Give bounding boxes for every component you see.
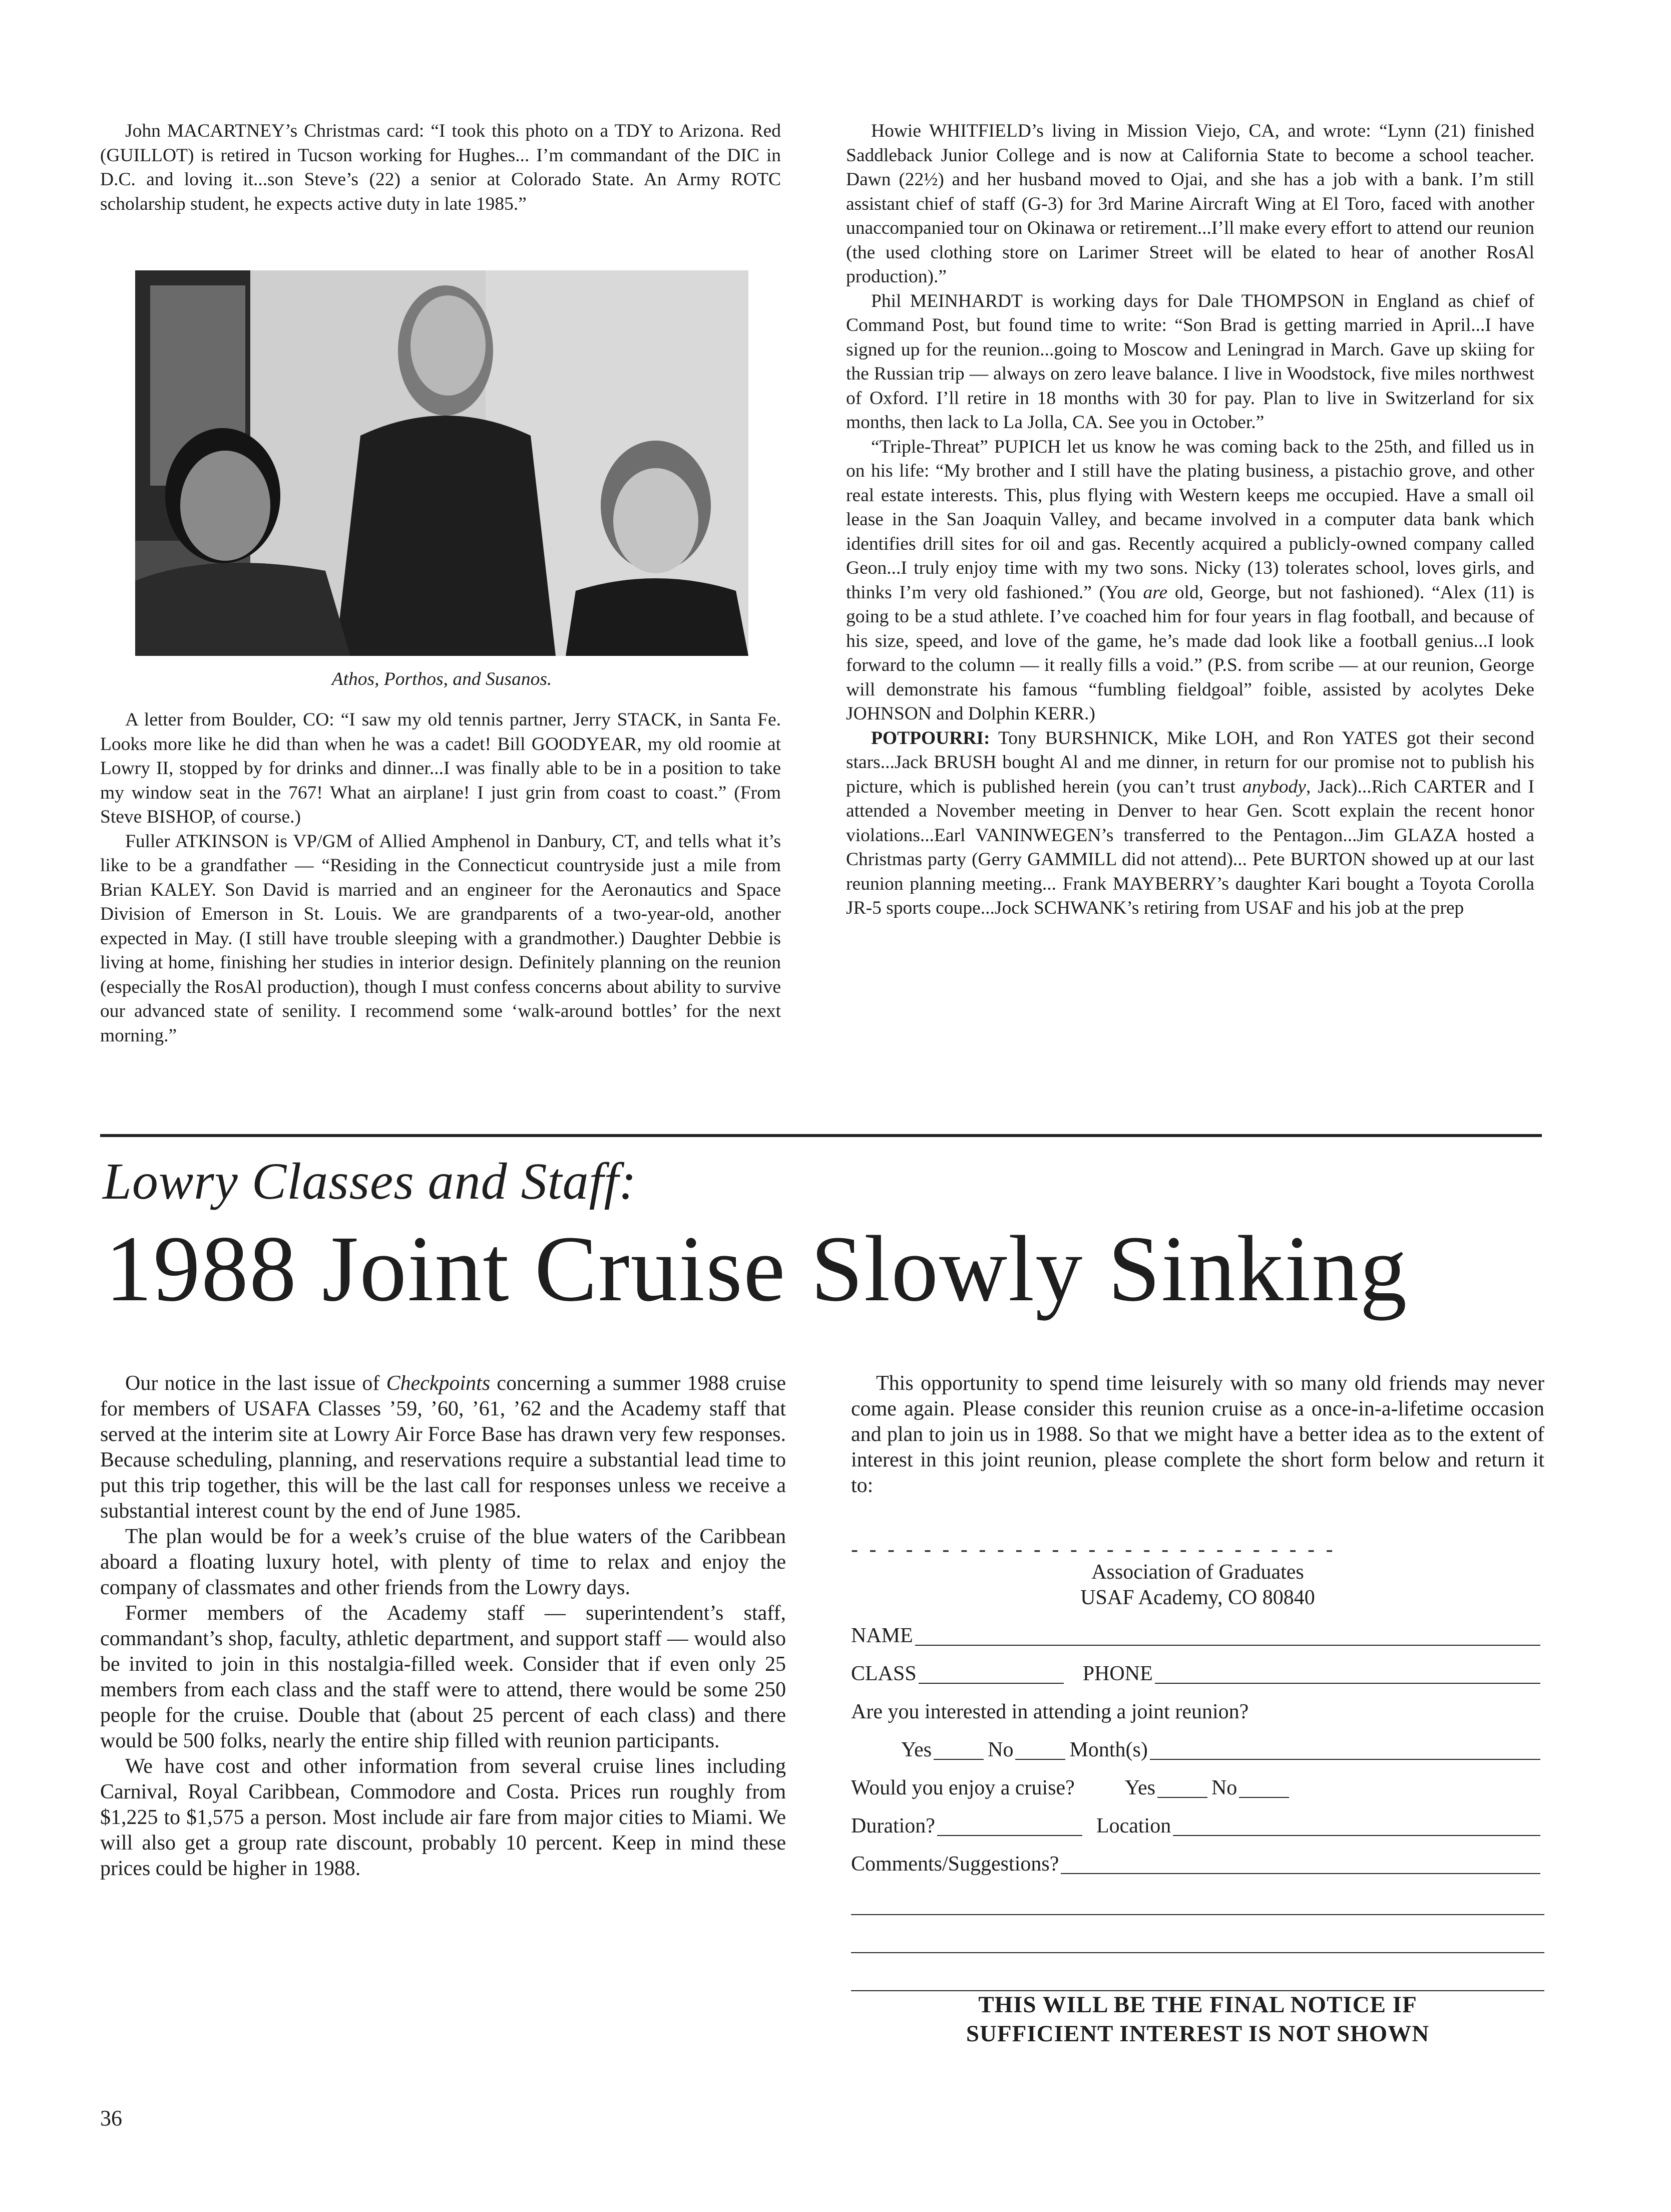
yes-label-1: Yes (901, 1738, 932, 1761)
no-field-2[interactable] (1239, 1779, 1289, 1798)
comments-label: Comments/Suggestions? (851, 1853, 1059, 1876)
article-p1-text-a: Our notice in the last issue of (125, 1372, 386, 1395)
class-phone-row (851, 1649, 1544, 1687)
address-line-1: Association of Graduates (1091, 1561, 1304, 1584)
paragraph-potpourri (846, 726, 1534, 921)
photo-illustration (135, 270, 748, 656)
no-label-1: No (988, 1738, 1014, 1761)
phone-label: PHONE (1082, 1662, 1153, 1685)
paragraph-meinhardt: Phil MEINHARDT is working days for Dale THOMPSON in England as chief of Command Post, but found time to write: “Son Brad is getting married in April...I have signed up for the reunion...going to Moscow and Leningrad in March. Gave up skiing for the Russian trip — always on zero leave balance. I live in Woodstock, five miles northwest of Oxford. I’ll retire in 18 months with 30 for pay. Plan to live in Switzerland for six months, then lack to La Jolla, CA. See you in October.” (846, 290, 1534, 433)
comments-line-3[interactable] (851, 1915, 1544, 1953)
potpourri-emphasis: anybody (1242, 776, 1306, 797)
address-line-2: USAF Academy, CO 80840 (1080, 1586, 1315, 1609)
potpourri-text-b: , Jack)...Rich CARTER and I attended a November meeting in Denver to hear Gen. Scott explain the recent honor violations...Earl VANINWEGEN’s transferred to the Pentagon...Jim GLAZA hosted a Christmas party (Gerry GAMMILL did not attend)... Pete BURTON showed up at our last reunion planning meeting... Frank MAYBERRY’s daughter Kari bought a Toyota Corolla JR-5 sports coupe...Jock SCHWANK’s retiring from USAF and his job at the prep (846, 776, 1534, 918)
location-label: Location (1096, 1814, 1171, 1837)
paragraph-whitfield: Howie WHITFIELD’s living in Mission Viejo, CA, and wrote: “Lynn (21) finished Saddleback Junior College and is now at California State to become a school teacher. Dawn (22½) and her husband moved to Ojai, and she has a job with a bank. I’m still assistant chief of staff (G-3) for 3rd Marine Aircraft Wing at El Toro, faced with another unaccompanied tour on Okinawa or retirement...I’ll make every effort to attend our reunion (the used clothing store on Larimer Street will be elated to hear of another RosAl production).” (846, 121, 1534, 287)
potpourri-label: POTPOURRI: (871, 727, 990, 749)
class-label: CLASS (851, 1662, 917, 1685)
paragraph-atkinson: Fuller ATKINSON is VP/GM of Allied Amphenol in Danbury, CT, and tells what it’s like to be a grandfather — “Residing in the Connecticut countryside just a mile from Brian KALEY. Son David is married and an engineer for the Aeronautics and Space Division of Emerson in St. Louis. We are grandparents of a two-year-old, another expected in May. (I still have trouble sleeping with a grandmother.) Daughter Debbie is living at home, finishing her studies in interior design. Definitely planning on the reunion (especially the RosAl production), though I must confess concerns about ability to survive our advanced state of senility. I recommend some ‘walk-around bottles’ for the next morning.” (100, 831, 781, 1046)
pupich-text-a: “Triple-Threat” PUPICH let us know he was coming back to the 25th, and filled us in on his life: “My brother and I still have the plating business, a pistachio grove, and other real estate interests. This, plus flying with Western keeps me occupied. Have a small oil lease in the San Joaquin Valley, and became involved in a computer data bank which identifies drill sites for oil and gas. Recently acquired a publicly-owned company called Geon...I truly enjoy time with my two sons. Nicky (13) tolerates school, loves girls, and thinks I’m very old fashioned.” (You (846, 436, 1534, 603)
article-kicker: Lowry Classes and Staff: (103, 1153, 637, 1210)
no-field-1[interactable] (1015, 1741, 1065, 1760)
article-right-column (851, 1371, 1544, 1499)
paragraph-pupich (846, 435, 1534, 726)
article-paragraph-3: Former members of the Academy staff — superintendent’s staff, commandant’s shop, faculty, athletic department, and support staff — would also be invited to join in this nostalgia-filled week. Consider that if even only 25 members from each class and the staff were to attend, there would be some 250 people for the cruise. Double that (about 25 percent of each class) and there would be 500 folks, nearly the entire ship filled with reunion participants. (100, 1602, 786, 1752)
name-field[interactable] (915, 1627, 1540, 1646)
no-label-2: No (1211, 1776, 1237, 1799)
name-label: NAME (851, 1624, 913, 1647)
comments-line-2[interactable] (851, 1877, 1544, 1915)
comments-line-4[interactable] (851, 1953, 1544, 1991)
group-photo (135, 270, 748, 656)
reunion-answer-row (851, 1725, 1544, 1763)
comments-row (851, 1839, 1544, 1877)
months-label: Month(s) (1069, 1738, 1148, 1761)
article-paragraph-4: We have cost and other information from several cruise lines including Carnival, Royal Caribbean, Commodore and Costa. Prices run roughly from $1,225 to $1,575 a person. Most include air fare from major cities to Miami. We will also get a group rate discount, probably 10 percent. Keep in mind these prices could be higher in 1988. (100, 1755, 786, 1880)
top-left-column (100, 119, 781, 216)
name-row (851, 1611, 1544, 1649)
section-divider (100, 1134, 1542, 1137)
yes-field-1[interactable] (934, 1741, 984, 1760)
top-right-column (846, 119, 1534, 921)
response-form (851, 1545, 1544, 1991)
yes-label-2: Yes (1124, 1776, 1155, 1799)
article-paragraph-1 (100, 1371, 786, 1524)
class-field[interactable] (919, 1665, 1064, 1684)
question-2: Would you enjoy a cruise? (851, 1776, 1075, 1799)
page-number: 36 (100, 2106, 122, 2130)
potpourri-text-a: Tony BURSHNICK, Mike LOH, and Ron YATES got their second stars...Jack BRUSH bought Al and me dinner, in return for our promise not to publish his picture, which is published herein (you can’t trust (846, 727, 1534, 797)
article-paragraph-5: This opportunity to spend time leisurely with so many old friends may never come again. Please consider this reunion cruise as a once-in-a-lifetime occasion and plan to join us in 1988. So that we might have a better idea as to the extent of interest in this joint reunion, please complete the short form below and return it to: (851, 1372, 1544, 1497)
question-2-row (851, 1763, 1544, 1801)
question-1-row (851, 1687, 1544, 1725)
cut-line: - - - - - - - - - - - - - - - - - - - - - - - - - - - (851, 1545, 1336, 1560)
article-left-column (100, 1371, 786, 1882)
pupich-text-b: old, George, but not fashioned). “Alex (11) is going to be a stud athlete. I’ve coached him for four years in flag football, and because of his size, speed, and love of the game, he’s made dad look like a football genius...I look forward to the column — it really fills a void.” (P.S. from scribe — at our reunion, George will demonstrate his famous “fumbling fieldgoal” foible, assisted by acolytes Deke JOHNSON and Dolphin KERR.) (846, 582, 1534, 724)
paragraph-macartney: John MACARTNEY’s Christmas card: “I took this photo on a TDY to Arizona. Red (GUILLOT) is retired in Tucson working for Hughes... I’m commandant of the DIC in D.C. and loving it...son Steve’s (22) a senior at Colorado State. An Army ROTC scholarship student, he expects active duty in late 1985.” (100, 121, 781, 214)
photo-caption: Athos, Porthos, and Susanos. (331, 669, 552, 689)
article-headline: 1988 Joint Cruise Slowly Sinking (105, 1216, 1408, 1321)
final-notice (851, 1990, 1544, 2048)
duration-field[interactable] (937, 1817, 1082, 1836)
article-paragraph-2: The plan would be for a week’s cruise of the blue waters of the Caribbean aboard a floating luxury hotel, with plenty of time to relax and enjoy the company of classmates and other friends from the Lowry days. (100, 1525, 786, 1599)
question-1: Are you interested in attending a joint reunion? (851, 1700, 1249, 1723)
final-notice-line-2: SUFFICIENT INTEREST IS NOT SHOWN (966, 2021, 1430, 2047)
phone-field[interactable] (1155, 1665, 1540, 1684)
location-field[interactable] (1173, 1817, 1540, 1836)
comments-field[interactable] (1061, 1855, 1540, 1874)
article-p1-text-b: concerning a summer 1988 cruise for members of USAFA Classes ’59, ’60, ’61, ’62 and the Academy staff that served at the interim site at Lowry Air Force Base has drawn very few responses. Because scheduling, planning, and reservations require a substantial lead time to put this trip together, this will be the last call for responses unless we receive a substantial interest count by the end of June 1985. (100, 1372, 786, 1523)
months-field[interactable] (1150, 1741, 1540, 1760)
checkpoints-title: Checkpoints (386, 1372, 491, 1395)
final-notice-line-1: THIS WILL BE THE FINAL NOTICE IF (978, 1992, 1417, 2018)
duration-label: Duration? (851, 1814, 935, 1837)
top-left-column-continued (100, 708, 781, 1048)
yes-field-2[interactable] (1157, 1779, 1207, 1798)
pupich-emphasis: are (1143, 582, 1168, 603)
paragraph-boulder-letter: A letter from Boulder, CO: “I saw my old tennis partner, Jerry STACK, in Santa Fe. Looks more like he did than when he was a cadet! Bill GOODYEAR, my old roomie at Lowry II, stopped by for drinks and dinner...I was finally able to be in a position to take my window seat in the 767! What an airplane! I just grin from coast to coast.” (From Steve BISHOP, of course.) (100, 709, 781, 827)
duration-location-row (851, 1801, 1544, 1839)
